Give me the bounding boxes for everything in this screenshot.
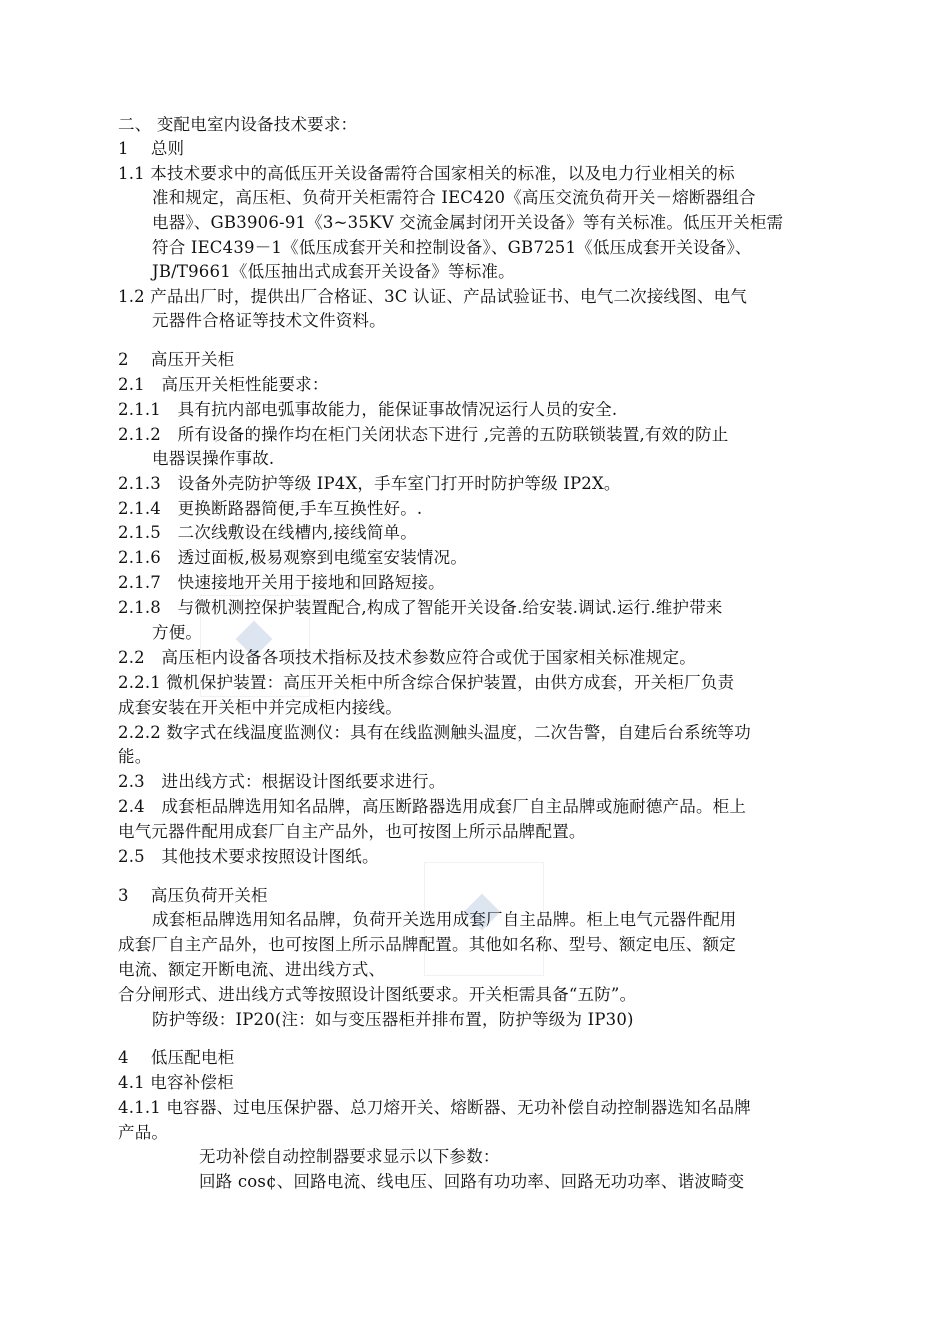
paragraph-line: JB/T9661《低压抽出式成套开关设备》等标准。 — [152, 262, 515, 281]
paragraph-line: 成套安装在开关柜中并完成柜内接线。 — [118, 698, 402, 717]
paragraph-line: 回路 cos¢、回路电流、线电压、回路有功功率、回路无功功率、谐波畸变 — [199, 1172, 745, 1191]
paragraph-line: 1.1 本技术要求中的高低压开关设备需符合国家相关的标准，以及电力行业相关的标 — [118, 164, 735, 183]
paragraph-line: 2.1.1 具有抗内部电弧事故能力，能保证事故情况运行人员的安全. — [118, 400, 618, 419]
paragraph-line: 防护等级：IP20(注：如与变压器柜并排布置，防护等级为 IP30) — [152, 1010, 634, 1029]
paragraph-line: 产品。 — [118, 1123, 169, 1142]
paragraph-line: 符合 IEC439－1《低压成套开关和控制设备》、GB7251《低压成套开关设备》、 — [152, 238, 752, 257]
paragraph-line: 2.1.7 快速接地开关用于接地和回路短接。 — [118, 573, 445, 592]
paragraph-line: 2.4 成套柜品牌选用知名品牌，高压断路器选用成套厂自主品牌或施耐德产品。柜上 — [118, 797, 747, 816]
paragraph-line: 2.1.4 更换断路器简便,手车互换性好。. — [118, 499, 423, 518]
paragraph-line: 4.1.1 电容器、过电压保护器、总刀熔开关、熔断器、无功补偿自动控制器选知名品牌 — [118, 1098, 751, 1117]
paragraph-line: 电器》、GB3906-91《3~35KV 交流金属封闭开关设备》等有关标准。低压开关柜需 — [152, 213, 784, 232]
paragraph-line: 电气元器件配用成套厂自主产品外，也可按图上所示品牌配置。 — [118, 822, 586, 841]
paragraph-line: 方便。 — [152, 623, 203, 642]
paragraph-line: 能。 — [118, 747, 152, 766]
paragraph-line: 无功补偿自动控制器要求显示以下参数： — [199, 1147, 500, 1166]
section-heading: 二、 变配电室内设备技术要求： — [118, 115, 358, 134]
heading-general: 1 总则 — [118, 139, 185, 158]
paragraph-line: 4.1 电容补偿柜 — [118, 1073, 234, 1092]
heading-lv-cabinet: 4 低压配电柜 — [118, 1048, 235, 1067]
paragraph-line: 2.1.6 透过面板,极易观察到电缆室安装情况。 — [118, 548, 468, 567]
paragraph-line: 准和规定，高压柜、负荷开关柜需符合 IEC420《高压交流负荷开关－熔断器组合 — [152, 188, 756, 207]
heading-load-switch-cabinet: 3 高压负荷开关柜 — [118, 886, 268, 905]
paragraph-line: 合分闸形式、进出线方式等按照设计图纸要求。开关柜需具备“五防”。 — [118, 985, 637, 1004]
paragraph-line: 成套柜品牌选用知名品牌，负荷开关选用成套厂自主品牌。柜上电气元器件配用 — [152, 910, 737, 929]
paragraph-line: 2.1 高压开关柜性能要求： — [118, 375, 329, 394]
paragraph-line: 2.3 进出线方式：根据设计图纸要求进行。 — [118, 772, 446, 791]
paragraph-line: 1.2 产品出厂时，提供出厂合格证、3C 认证、产品试验证书、电气二次接线图、电气 — [118, 287, 748, 306]
paragraph-line: 元器件合格证等技术文件资料。 — [152, 311, 386, 330]
paragraph-line: 电流、额定开断电流、进出线方式、 — [118, 960, 386, 979]
paragraph-line: 电器误操作事故. — [152, 449, 275, 468]
paragraph-line: 2.2.2 数字式在线温度监测仪：具有在线监测触头温度，二次告警，自建后台系统等功 — [118, 723, 751, 742]
heading-hv-switchgear: 2 高压开关柜 — [118, 350, 235, 369]
paragraph-line: 2.2.1 微机保护装置：高压开关柜中所含综合保护装置，由供方成套，开关柜厂负责 — [118, 673, 735, 692]
paragraph-line: 2.1.8 与微机测控保护装置配合,构成了智能开关设备.给安装.调试.运行.维护带来 — [118, 598, 723, 617]
paragraph-line: 2.1.2 所有设备的操作均在柜门关闭状态下进行 ,完善的五防联锁装置,有效的防止 — [118, 425, 729, 444]
paragraph-line: 成套厂自主产品外，也可按图上所示品牌配置。其他如名称、型号、额定电压、额定 — [118, 935, 736, 954]
paragraph-line: 2.5 其他技术要求按照设计图纸。 — [118, 847, 379, 866]
paragraph-line: 2.2 高压柜内设备各项技术指标及技术参数应符合或优于国家相关标准规定。 — [118, 648, 696, 667]
paragraph-line: 2.1.3 设备外壳防护等级 IP4X，手车室门打开时防护等级 IP2X。 — [118, 474, 621, 493]
paragraph-line: 2.1.5 二次线敷设在线槽内,接线简单。 — [118, 523, 417, 542]
